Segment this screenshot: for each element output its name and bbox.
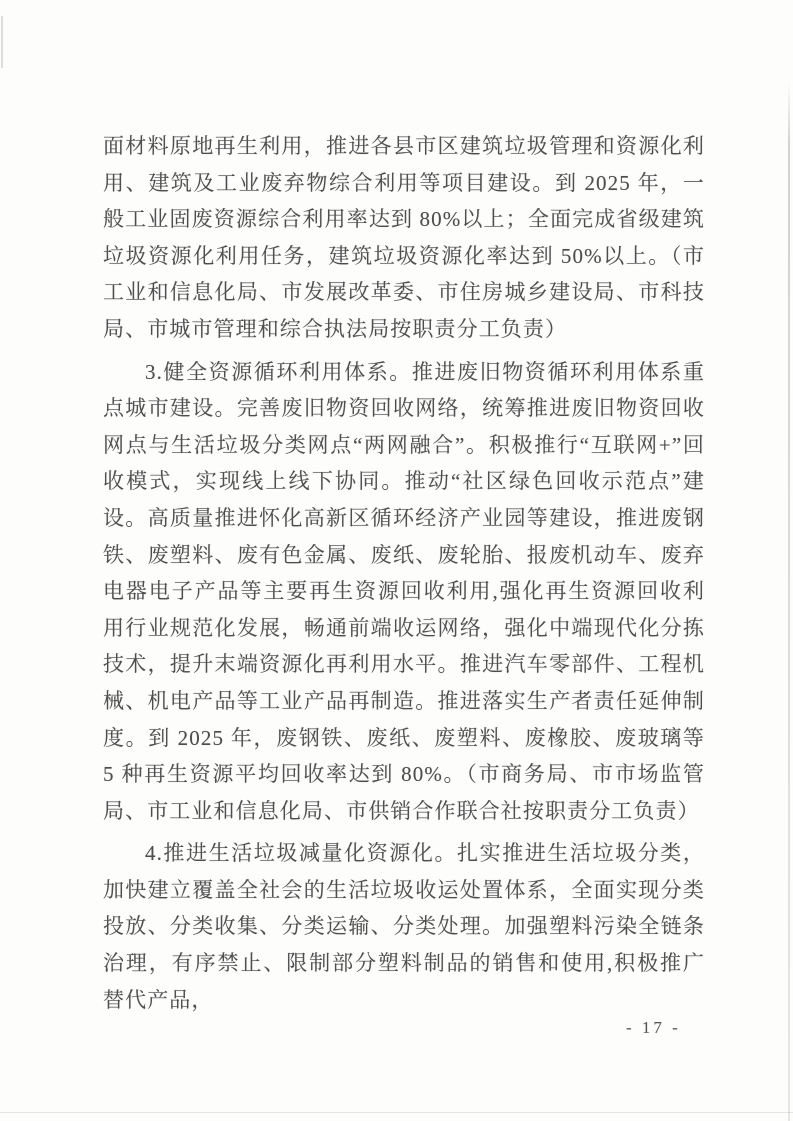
scan-edge-bottom-artifact [0, 1112, 793, 1113]
paragraph-item-4: 4.推进生活垃圾减量化资源化。扎实推进生活垃圾分类，加快建立覆盖全社会的生活垃圾收运处置体系，全面实现分类投放、分类收集、分类运输、分类处理。加强塑料污染全链条治理，有序禁止、限制部分塑料制品的销售和使用,积极推广替代产品， [103, 841, 705, 1012]
document-body [103, 128, 705, 1018]
paragraph-continuation: 面材料原地再生利用，推进各县市区建筑垃圾管理和资源化利用、建筑及工业废弃物综合利用等项目建设。到 2025 年，一般工业固废资源综合利用率达到 80%以上；全面完成省级建筑垃圾资源化利用任务，建筑垃圾资源化率达到 50%以上。（市工业和信息化局、市发展改革委、市住房城乡建设局、市科技局、市城市管理和综合执法局按职责分工负责） [103, 134, 705, 341]
scan-edge-left-artifact [1, 16, 3, 68]
scan-edge-right-artifact [788, 82, 790, 1121]
paragraph-item-3: 3.健全资源循环利用体系。推进废旧物资循环利用体系重点城市建设。完善废旧物资回收网络，统筹推进废旧物资回收网点与生活垃圾分类网点“两网融合”。积极推行“互联网+”回收模式，实现线上线下协同。推动“社区绿色回收示范点”建设。高质量推进怀化高新区循环经济产业园等建设，推进废钢铁、废塑料、废有色金属、废纸、废轮胎、报废机动车、废弃电器电子产品等主要再生资源回收利用,强化再生资源回收利用行业规范化发展，畅通前端收运网络，强化中端现代化分拣技术，提升末端资源化再利用水平。推进汽车零部件、工程机械、机电产品等工业产品再制造。推进落实生产者责任延伸制度。到 2025 年，废钢铁、废纸、废塑料、废橡胶、废玻璃等 5 种再生资源平均回收率达到 80%。（市商务局、市市场监管局、市工业和信息化局、市供销合作联合社按职责分工负责） [103, 359, 705, 823]
page-number: - 17 - [626, 1018, 681, 1037]
